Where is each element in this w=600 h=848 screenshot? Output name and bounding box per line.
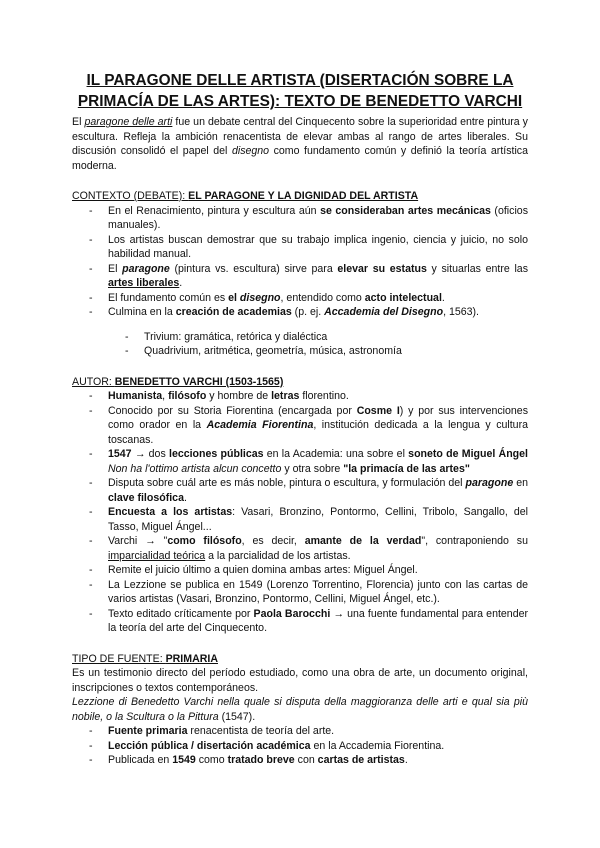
text: como fundamento común y definió la teoría artística moderna. [72, 145, 528, 172]
fuente-citation [72, 695, 528, 724]
list-item [72, 534, 528, 563]
list-item [72, 233, 528, 262]
list-item [72, 578, 528, 607]
text: se consideraban artes mecánicas [320, 204, 491, 217]
list-item [72, 291, 528, 306]
text: fue un debate central del Cinquecento sobre la superioridad entre pintura y escultura. Refleja la ambición renacentista de elevar ambas al rango de artes liberales. Su discusión consolidó el papel del [72, 116, 528, 157]
text: , 1563). [443, 306, 479, 318]
text: como [195, 754, 228, 766]
text: Accademia del Disegno [324, 306, 444, 318]
text: (1547). [218, 710, 256, 723]
text: Conocido por su Storia Fiorentina (encargada por [108, 404, 357, 417]
text: cartas de artistas [317, 754, 405, 766]
list-item [72, 739, 528, 754]
list-item [72, 262, 528, 291]
section-heading-fuente [72, 652, 528, 667]
text: . [179, 277, 183, 289]
section-title: EL PARAGONE Y LA DIGNIDAD DEL ARTISTA [188, 190, 419, 202]
text: Paola Barocchi [253, 607, 331, 620]
text: Remite el juicio último a quien domina ambas artes: Miguel Ángel. [108, 564, 418, 576]
list-item [72, 563, 528, 578]
text: Fuente primaria [108, 725, 188, 737]
text: La Lezzione se publica en 1549 (Lorenzo Torrentino, Florencia) junto con las cartas de varios artistas (Vasari, Bronzino, Pontormo, Cellini, Miguel Ángel, etc.). [108, 578, 528, 605]
text: filósofo [168, 390, 207, 402]
text: en la Accademia Fiorentina. [310, 739, 445, 752]
title-line-2: PRIMACÍA DE LAS ARTES): TEXTO DE BENEDETTO VARCHI [77, 93, 523, 110]
text: Disputa sobre cuál arte es más noble, pintura o escultura, y formulación del [108, 477, 466, 489]
list-item [72, 447, 528, 476]
title-line-1: IL PARAGONE DELLE ARTISTA (DISERTACIÓN SOBRE LA [86, 72, 514, 89]
text: como filósofo [167, 535, 242, 547]
text: Academia Fiorentina [206, 419, 314, 431]
sub-list-item: - Quadrivium, aritmética, geometría, música, astronomía [72, 344, 528, 359]
list-item [72, 607, 528, 636]
text: soneto de Miguel Ángel [408, 448, 528, 460]
text: Cosme I [356, 404, 400, 417]
text: . [404, 754, 408, 766]
text: imparcialidad teórica [108, 549, 206, 562]
section-label: AUTOR: [72, 375, 115, 388]
contexto-list [72, 204, 528, 320]
term-paragone-delle-arti: paragone delle arti [84, 116, 173, 128]
text: tratado breve [227, 754, 295, 766]
text: (oficios manuales). [108, 204, 528, 231]
text: El [72, 116, 85, 128]
text: . [441, 291, 445, 304]
section-label: CONTEXTO (DEBATE): [72, 190, 189, 202]
text: elevar su estatus [337, 262, 427, 275]
sub-list-item: - Trivium: gramática, retórica y dialéctica [72, 330, 528, 345]
section-label: TIPO DE FUENTE: [72, 652, 166, 665]
intro-paragraph [72, 115, 528, 173]
text: el [228, 291, 240, 304]
text: Culmina en la [108, 306, 176, 318]
text: 1547 [108, 448, 132, 460]
text: clave filosófica [108, 491, 184, 504]
text: Los artistas buscan demostrar que su trabajo implica ingenio, ciencia y juicio, no solo habilidad manual. [108, 233, 528, 260]
list-item [72, 476, 528, 505]
text: acto intelectual [364, 291, 442, 304]
section-title: PRIMARIA [165, 652, 218, 665]
text: El [108, 262, 123, 275]
text: . [183, 491, 187, 504]
text: Non ha l'ottimo artista alcun concetto [108, 462, 282, 475]
document-title [72, 70, 528, 112]
text: en la Academia: una sobre el [263, 448, 409, 460]
text: Lezzione di Benedetto Varchi nella quale si disputa della maggioranza delle arti e qual sia più nobile, o la Scultura o la Pittura [72, 696, 528, 723]
text: amante de la verdad [304, 535, 422, 547]
section-title: BENEDETTO VARCHI (1503-1565) [114, 375, 284, 388]
text: Varchi → " [108, 535, 168, 547]
text: lecciones públicas [169, 448, 264, 460]
section-heading-contexto [72, 189, 528, 204]
text: El fundamento común es [108, 291, 229, 304]
list-item [72, 389, 528, 404]
fuente-paragraph: Es un testimonio directo del período estudiado, como una obra de arte, un documento original, inscripciones o textos contemporáneos. [72, 667, 528, 694]
text: 1549 [172, 754, 196, 766]
text: "la primacía de las artes" [343, 462, 470, 475]
text: y situarlas entre las [426, 262, 528, 275]
list-item [72, 204, 528, 233]
text: : Vasari, Bronzino, Pontormo, Cellini, Tribolo, Sangallo, del Tasso, Miguel Ángel... [108, 506, 529, 533]
text: Humanista [108, 390, 163, 402]
autor-list [72, 389, 528, 636]
list-item [72, 404, 528, 448]
text: paragone [465, 477, 514, 489]
text: → una fuente fundamental para entender la teoría del arte del Cinquecento. [108, 607, 529, 634]
document-page [72, 70, 528, 768]
list-item [72, 305, 528, 320]
text: disegno [239, 291, 281, 304]
list-item [72, 505, 528, 534]
text: Lección pública / disertación académica [108, 739, 311, 752]
list-item [72, 724, 528, 739]
text: , institución dedicada a la lengua y cultura toscanas. [108, 419, 528, 446]
text: y hombre de [206, 390, 272, 402]
text: letras [271, 390, 300, 402]
text: → dos [131, 448, 169, 460]
text: , entendido como [280, 291, 365, 304]
fuente-list [72, 724, 528, 768]
text: (p. ej. [291, 306, 325, 318]
text: ", contraponiendo su [421, 535, 528, 547]
text: ) y por sus intervenciones como orador en la [108, 404, 528, 431]
text: En el Renacimiento, pintura y escultura aún [108, 204, 321, 217]
list-item [72, 753, 528, 768]
text: , [162, 390, 169, 402]
text: Encuesta a los artistas [108, 506, 233, 518]
text: , es decir, [241, 535, 305, 547]
contexto-sublist [72, 330, 528, 359]
text: creación de academias [175, 306, 292, 318]
text: (pintura vs. escultura) sirve para [169, 262, 338, 275]
text: con [294, 754, 318, 766]
text: artes liberales [108, 277, 180, 289]
section-heading-autor [72, 375, 528, 390]
term-disegno: disegno [231, 145, 270, 157]
text: a la parcialidad de los artistas. [205, 549, 351, 562]
text: renacentista de teoría del arte. [187, 725, 335, 737]
text: en [513, 477, 528, 489]
text: Publicada en [108, 754, 173, 766]
text: florentino. [299, 390, 349, 402]
text: y otra sobre [281, 462, 344, 475]
text: paragone [122, 262, 170, 275]
text: Texto editado críticamente por [108, 607, 254, 620]
